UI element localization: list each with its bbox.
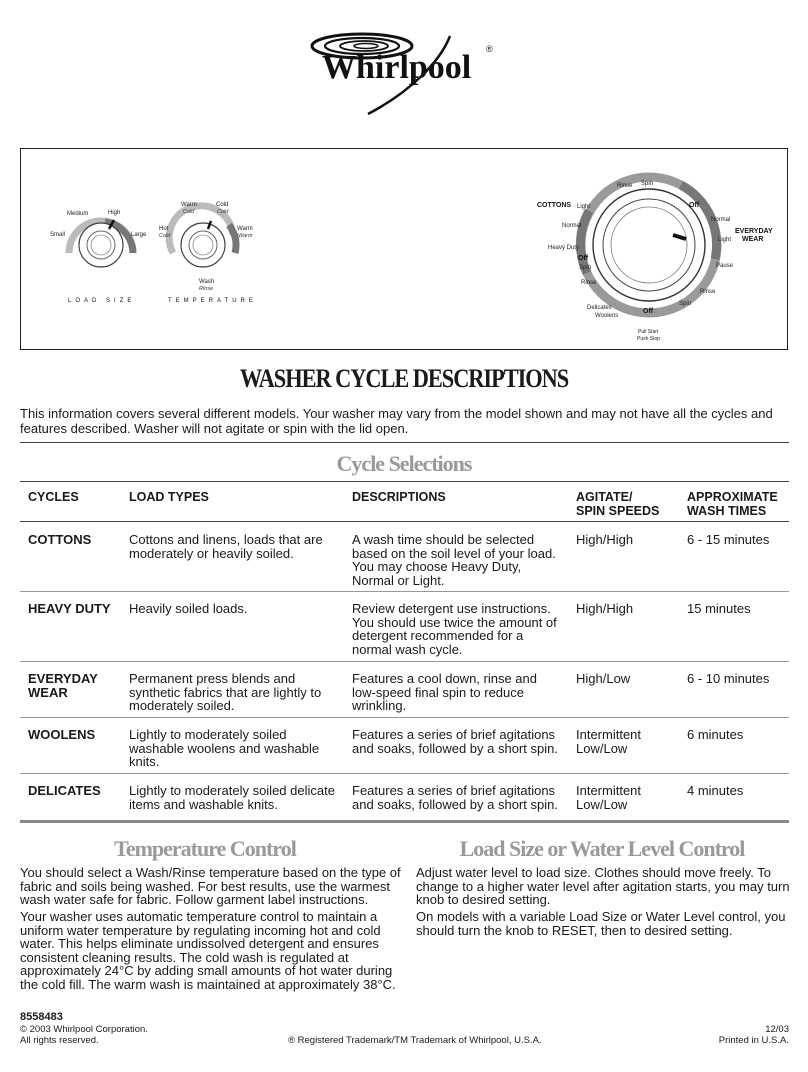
svg-text:Pull Start: Pull Start xyxy=(638,329,659,335)
cell-agitate-spin xyxy=(576,533,633,547)
text-line: DELICATES xyxy=(28,783,101,798)
text-line: Features a series of brief agitations xyxy=(352,727,556,742)
temperature-paragraph-2 xyxy=(20,910,420,991)
col-header-agitate: AGITATE/ SPIN SPEEDS xyxy=(576,490,660,518)
load-small-label: Small xyxy=(50,232,66,238)
cell-load-type xyxy=(129,784,335,811)
load-high-label: High xyxy=(108,210,121,216)
text-line: consistent cleaning results. The cold wash is regulated at xyxy=(20,949,349,965)
cell-cycle xyxy=(28,533,91,547)
svg-text:Rinse: Rinse xyxy=(617,183,633,189)
cell-description xyxy=(352,728,558,755)
page-title: WASHER CYCLE DESCRIPTIONS xyxy=(239,364,569,393)
svg-text:Push Stop: Push Stop xyxy=(637,336,661,342)
temp-warm-right-label: Warm xyxy=(237,226,253,232)
text-line: wrinkling. xyxy=(352,698,407,713)
cell-cycle xyxy=(28,602,111,616)
cell-cycle xyxy=(28,784,101,798)
svg-text:Off: Off xyxy=(689,202,700,209)
text-line: 6 - 10 minutes xyxy=(687,671,770,686)
cell-load-type xyxy=(129,728,319,769)
text-line: COTTONS xyxy=(28,532,92,547)
svg-text:Spin: Spin xyxy=(579,265,592,271)
text-line: moderately soiled. xyxy=(129,698,235,713)
cell-wash-time xyxy=(687,602,751,616)
cell-wash-time xyxy=(687,784,743,798)
cell-load-type xyxy=(129,533,323,560)
temperature-paragraph-1 xyxy=(20,866,420,907)
load-size-paragraph-2 xyxy=(416,910,796,937)
svg-text:Normal: Normal xyxy=(562,223,582,229)
control-panel-illustration xyxy=(20,148,788,350)
svg-text:Cold: Cold xyxy=(183,209,195,215)
table-header-rule xyxy=(20,521,789,522)
text-line: Adjust water level to load size. Clothes should move freely. To xyxy=(416,865,772,880)
text-line: detergent recommended for a xyxy=(352,628,524,643)
text-line: and soaks, followed by a short spin. xyxy=(352,796,558,812)
svg-text:Heavy Duty: Heavy Duty xyxy=(548,245,580,251)
text-line: Features a series of brief agitations xyxy=(352,783,556,798)
intro-paragraph: This information covers several different models. Your washer may vary from the model shown and may not have all the cycles and features described. Washer will not agitate or spin with the lid open. xyxy=(20,406,773,436)
text-line: WEAR xyxy=(28,684,68,700)
text-line: You should select a Wash/Rinse temperature based on the type of xyxy=(20,865,401,880)
temp-warm-label: Warm xyxy=(181,202,197,208)
text-line: synthetic fabrics that are lightly to xyxy=(129,684,322,700)
text-line: Normal or Light. xyxy=(352,572,445,588)
cell-description xyxy=(352,602,557,656)
cell-agitate-spin xyxy=(576,602,633,616)
text-line: High/High xyxy=(576,601,634,616)
cycle-woolens-label: Woolens xyxy=(595,313,619,319)
text-line: You should use twice the amount of xyxy=(352,614,557,630)
row-divider xyxy=(20,773,789,774)
col-header-load-types: LOAD TYPES xyxy=(129,490,209,504)
cell-agitate-spin xyxy=(576,728,641,755)
text-line: Low/Low xyxy=(576,740,628,756)
text-line: items and washable knits. xyxy=(129,796,278,812)
svg-text:Off: Off xyxy=(643,308,654,315)
text-line: High/High xyxy=(576,532,634,547)
text-line: based on the soil level of your load. xyxy=(352,545,556,561)
svg-text:Spin: Spin xyxy=(679,301,692,307)
text-line: Your washer uses automatic temperature control to maintain a xyxy=(20,909,378,924)
print-info: 12/03 Printed in U.S.A. xyxy=(718,1024,789,1046)
load-size-paragraph-1 xyxy=(416,866,796,907)
text-line: 6 - 15 minutes xyxy=(687,532,770,547)
cycle-everyday-wear-label: EVERYDAY xyxy=(735,228,773,235)
text-line: You may choose Heavy Duty, xyxy=(352,559,522,574)
svg-text:Whirlpool: Whirlpool xyxy=(322,49,472,86)
text-line: approximately 24°C by adding small amounts of hot water during xyxy=(20,963,393,978)
text-line: A wash time should be selected xyxy=(352,532,535,547)
svg-text:Warm: Warm xyxy=(238,233,253,239)
cell-wash-time xyxy=(687,672,769,686)
svg-text:Rinse: Rinse xyxy=(199,286,214,292)
svg-text:Light: Light xyxy=(577,204,591,210)
temperature-control-title: Temperature Control xyxy=(114,836,296,861)
text-line: Low/Low xyxy=(576,796,628,812)
temp-wash-label: Wash xyxy=(199,279,215,285)
load-large-label: Large xyxy=(131,232,147,238)
text-line: Intermittent xyxy=(576,783,642,798)
text-line: Review detergent use instructions. xyxy=(352,601,551,616)
temperature-title: TEMPERATURE xyxy=(168,298,257,304)
load-medium-label: Medium xyxy=(67,211,89,217)
cycle-selections-title: Cycle Selections xyxy=(336,451,472,476)
copyright: © 2003 Whirlpool Corporation. All rights reserved. xyxy=(20,1024,148,1046)
text-line: should turn the knob to RESET, then to desired setting. xyxy=(416,922,733,938)
text-line: HEAVY DUTY xyxy=(28,601,111,616)
text-line: uniform water temperature by regulating incoming hot and cold xyxy=(20,922,381,938)
svg-text:Cold: Cold xyxy=(217,209,229,215)
row-divider xyxy=(20,591,789,592)
text-line: EVERYDAY xyxy=(28,671,98,686)
text-line: Permanent press blends and xyxy=(129,671,296,686)
table-bottom-rule xyxy=(20,820,789,823)
svg-text:WEAR: WEAR xyxy=(742,236,764,243)
temp-cold-label: Cold xyxy=(216,202,229,208)
text-line: moderately or heavily soiled. xyxy=(129,545,294,561)
cycle-delicates-label: Delicates xyxy=(587,305,612,311)
cell-load-type xyxy=(129,602,248,616)
whirlpool-logo xyxy=(300,22,510,122)
svg-text:Pause: Pause xyxy=(716,263,734,269)
text-line: WOOLENS xyxy=(28,727,96,742)
text-line: Intermittent xyxy=(576,727,642,742)
row-divider xyxy=(20,661,789,662)
text-line: normal wash cycle. xyxy=(352,641,463,657)
text-line: 4 minutes xyxy=(687,783,744,798)
text-line: Features a cool down, rinse and xyxy=(352,671,537,686)
cycle-cottons-label: COTTONS xyxy=(537,202,572,209)
text-line: Lightly to moderately soiled xyxy=(129,727,287,742)
svg-text:Rinse: Rinse xyxy=(581,280,597,286)
text-line: knob to desired setting. xyxy=(416,892,551,907)
cell-wash-time xyxy=(687,533,769,547)
svg-text:Rinse: Rinse xyxy=(700,289,716,295)
cell-cycle xyxy=(28,728,95,742)
cell-wash-time xyxy=(687,728,743,742)
cell-cycle xyxy=(28,672,98,699)
text-line: low-speed final spin to reduce xyxy=(352,684,524,700)
temp-hot-label: Hot xyxy=(159,226,169,232)
text-line: change to a higher water level after agitation starts, you may turn xyxy=(416,878,790,894)
cell-description xyxy=(352,784,558,811)
trademark-notice: ® Registered Trademark/TM Trademark of Whirlpool, U.S.A. xyxy=(288,1035,542,1046)
cell-description xyxy=(352,533,556,587)
text-line: On models with a variable Load Size or Water Level control, you xyxy=(416,909,786,924)
text-line: Lightly to moderately soiled delicate xyxy=(129,783,335,798)
load-size-title: LOAD SIZE xyxy=(68,298,136,304)
cell-load-type xyxy=(129,672,321,713)
divider xyxy=(20,442,789,443)
row-divider xyxy=(20,717,789,718)
text-line: and soaks, followed by a short spin. xyxy=(352,740,558,756)
cell-agitate-spin xyxy=(576,672,630,686)
text-line: washable woolens and washable xyxy=(129,740,320,756)
cycle-dial xyxy=(580,177,717,313)
col-header-descriptions: DESCRIPTIONS xyxy=(352,490,446,504)
text-line: High/Low xyxy=(576,671,631,686)
svg-text:Cold: Cold xyxy=(159,233,171,239)
cell-agitate-spin xyxy=(576,784,641,811)
part-number: 8558483 xyxy=(20,1011,63,1023)
text-line: fabric and soils being washed. For best results, use the warmest xyxy=(20,878,390,894)
text-line: water. This helps eliminate undissolved detergent and ensures xyxy=(20,936,379,951)
svg-text:Normal: Normal xyxy=(711,217,731,223)
text-line: 6 minutes xyxy=(687,727,744,742)
table-top-rule xyxy=(20,481,789,482)
text-line: knits. xyxy=(129,754,160,769)
load-size-control-title: Load Size or Water Level Control xyxy=(459,836,745,861)
text-line: Heavily soiled loads. xyxy=(129,601,248,616)
text-line: 15 minutes xyxy=(687,601,751,616)
svg-text:Off: Off xyxy=(578,255,589,262)
col-header-cycles: CYCLES xyxy=(28,490,79,504)
text-line: Cottons and linens, loads that are xyxy=(129,532,323,547)
text-line: the cold fill. The warm wash is maintained at approximately 38°C. xyxy=(20,976,396,992)
col-header-wash-times: APPROXIMATE WASH TIMES xyxy=(687,490,778,518)
svg-text:Light: Light xyxy=(718,237,732,243)
text-line: wash water safe for fabric. Follow garment label instructions. xyxy=(20,892,369,907)
load-size-knob xyxy=(69,220,133,267)
svg-text:®: ® xyxy=(486,44,493,54)
cell-description xyxy=(352,672,537,713)
svg-text:Spin: Spin xyxy=(641,181,654,187)
